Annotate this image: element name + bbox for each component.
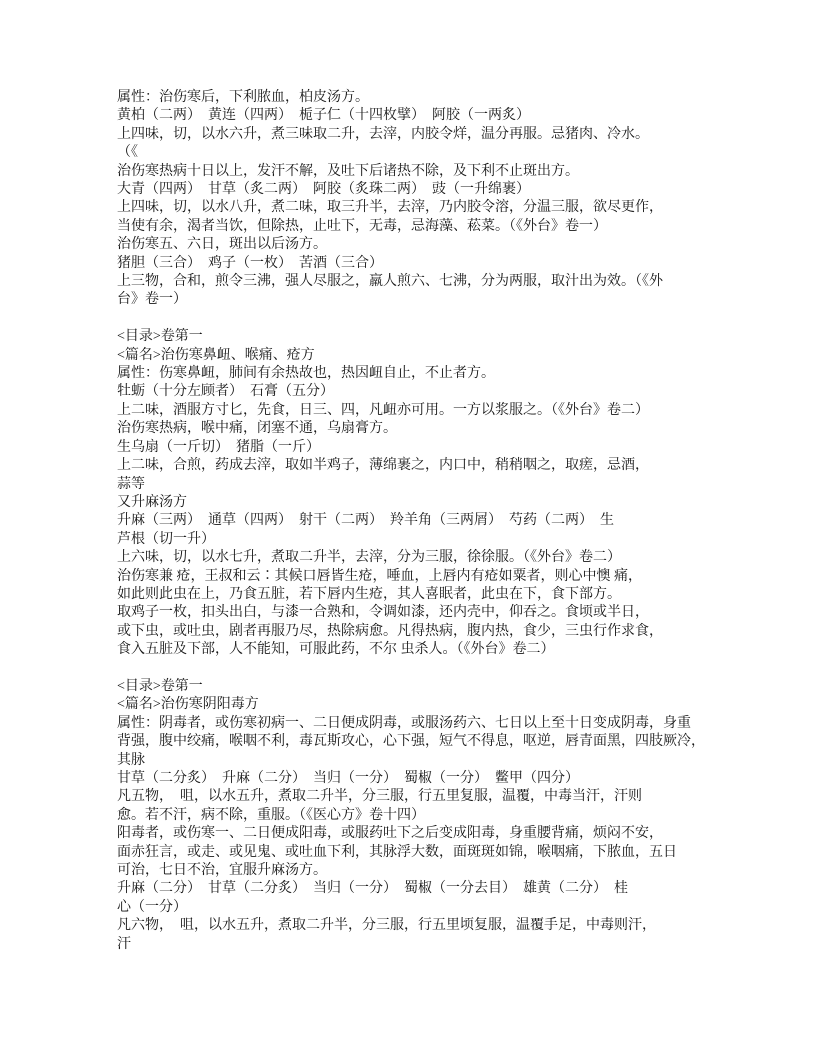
text-line: 上三物，合和，煎令三沸，强人尽服之，羸人煎六、七沸，分为两服，取汁出为效。（《外 (117, 274, 663, 290)
text-line: 心（一分） (117, 899, 187, 915)
text-line: 治伤寒五、六日，斑出以后汤方。 (117, 237, 327, 253)
text-line: 上二味，合煎，药成去滓，取如半鸡子，薄绵裹之，内口中，稍稍咽之，取瘥，忌酒， (117, 458, 649, 474)
toc-line: <目录>卷第一 (117, 678, 203, 694)
text-line: 上二味，酒服方寸匕，先食，日三、四，凡衄亦可用。一方以浆服之。（《外台》卷二） (117, 402, 649, 418)
text-line: 上六味，切，以水七升，煮取二升半，去滓，分为三服，徐徐服。（《外台》卷二） (117, 550, 621, 566)
attribute-line: 属性：治伤寒后，下利脓血，柏皮汤方。 (117, 90, 369, 105)
attribute-line: 属性：阴毒者，或伤寒初病一、二日便成阴毒，或服汤药六、七日以上至十日变成阴毒，身重 (117, 715, 691, 731)
ingredients-line: 黄柏（二两） 黄连（四两） 栀子仁（十四枚擘） 阿胶（一两炙） (117, 108, 530, 124)
text-line: 台》卷一） (117, 292, 187, 308)
section-yinyangdu (117, 678, 726, 954)
toc-line: <目录>卷第一 (117, 329, 203, 345)
ingredients-line: 生乌扇（一斤切） 猪脂（一斤） (117, 439, 320, 455)
text-line: 上四味，切，以水八升，煮二味，取三升半，去滓，乃内胶令溶，分温三服，欲尽更作， (117, 200, 663, 216)
text-line: 面赤狂言，或走、或见鬼、或吐血下利，其脉浮大数，面斑斑如锦，喉咽痛，下脓血，五日 (117, 844, 677, 860)
text-line: 愈。若不汗，病不除，重服。（《医心方》卷十四） (117, 807, 425, 823)
text-line: 上四味，切，以水六升，煮三味取二升，去滓，内胶令烊，温分再服。忌猪肉、冷水。 (117, 126, 649, 142)
text-line: 凡五物， 咀，以水五升，煮取二升半，分三服，行五里复服，温覆，中毒当汗，汗则 (117, 789, 642, 805)
text-line: 芦根（切一升） (117, 531, 215, 547)
text-line: （《 (117, 145, 138, 161)
ingredients-line: 升麻（三两） 通草（四两） 射干（二两） 羚羊角（三两屑） 芍药（二两） 生 (117, 513, 614, 529)
chapter-name-line: <篇名>治伤寒鼻衄、喉痛、疮方 (117, 347, 315, 363)
ingredients-line: 升麻（二分） 甘草（二分炙） 当归（一分） 蜀椒（一分去目） 雄黄（二分） 桂 (117, 881, 628, 897)
text-line: 凡六物， 咀，以水五升，煮取二升半，分三服，行五里顷复服，温覆手足，中毒则汗， (117, 918, 656, 934)
ingredients-line: 猪胆（三合） 鸡子（一枚） 苦酒（三合） (117, 255, 383, 271)
ingredients-line: 甘草（二分炙） 升麻（二分） 当归（一分） 蜀椒（一分） 鳖甲（四分） (117, 771, 579, 786)
text-line: 蒜等 (117, 476, 145, 492)
text-line: 当使有余，渴者当饮，但除热，止吐下，无毒，忌海藻、菘菜。（《外台》卷一） (117, 218, 607, 234)
text-line: 阳毒者，或伤寒一、二日便成阳毒，或服药吐下之后变成阳毒，身重腰背痛，烦闷不安， (117, 826, 663, 842)
text-line: 取鸡子一枚，扣头出白，与漆一合熟和，令调如漆，还内壳中，仰吞之。食顷或半日， (117, 605, 649, 621)
text-line: 如此则此虫在上，乃食五脏，若下唇内生疮，其人喜眠者，此虫在下，食下部方。 (117, 586, 621, 602)
chapter-name-line: <篇名>治伤寒阴阳毒方 (117, 697, 259, 713)
text-line: 治伤寒兼 疮，王叔和云∶其候口唇皆生疮，唾血，上唇内有疮如粟者，则心中懊 痛， (117, 568, 642, 584)
attribute-line: 属性：伤寒鼻衄，肺间有余热故也，热因衄自止，不止者方。 (117, 366, 495, 382)
text-line: 治伤寒热病十日以上，发汗不解，及吐下后诸热不除，及下利不止斑出方。 (117, 163, 579, 179)
text-line: 背强，腹中绞痛，喉咽不利，毒瓦斯攻心，心下强，短气不得息，呕逆，唇青面黑，四肢厥冷， (117, 734, 705, 750)
section-baipitang (117, 89, 726, 310)
text-line: 可治，七日不治，宜服升麻汤方。 (117, 863, 327, 879)
text-line: 食入五脏及下部，人不能知，可服此药，不尔 虫杀人。（《外台》卷二） (117, 642, 555, 658)
text-line: 又升麻汤方 (117, 494, 187, 510)
text-line: 其脉 (117, 752, 145, 768)
text-line: 或下虫，或吐虫，剧者再服乃尽，热除病愈。凡得热病，腹内热，食少，三虫行作求食， (117, 623, 663, 639)
text-line: 治伤寒热病，喉中痛，闭塞不通，乌扇膏方。 (117, 421, 397, 437)
text-line: 汗 (117, 936, 131, 952)
ingredients-line: 牡蛎（十分左顾者） 石膏（五分） (117, 384, 334, 400)
section-binv-houtong-chuang (117, 328, 726, 659)
ingredients-line: 大青（四两） 甘草（炙二两） 阿胶（炙珠二两） 豉（一升绵裹） (117, 182, 530, 198)
